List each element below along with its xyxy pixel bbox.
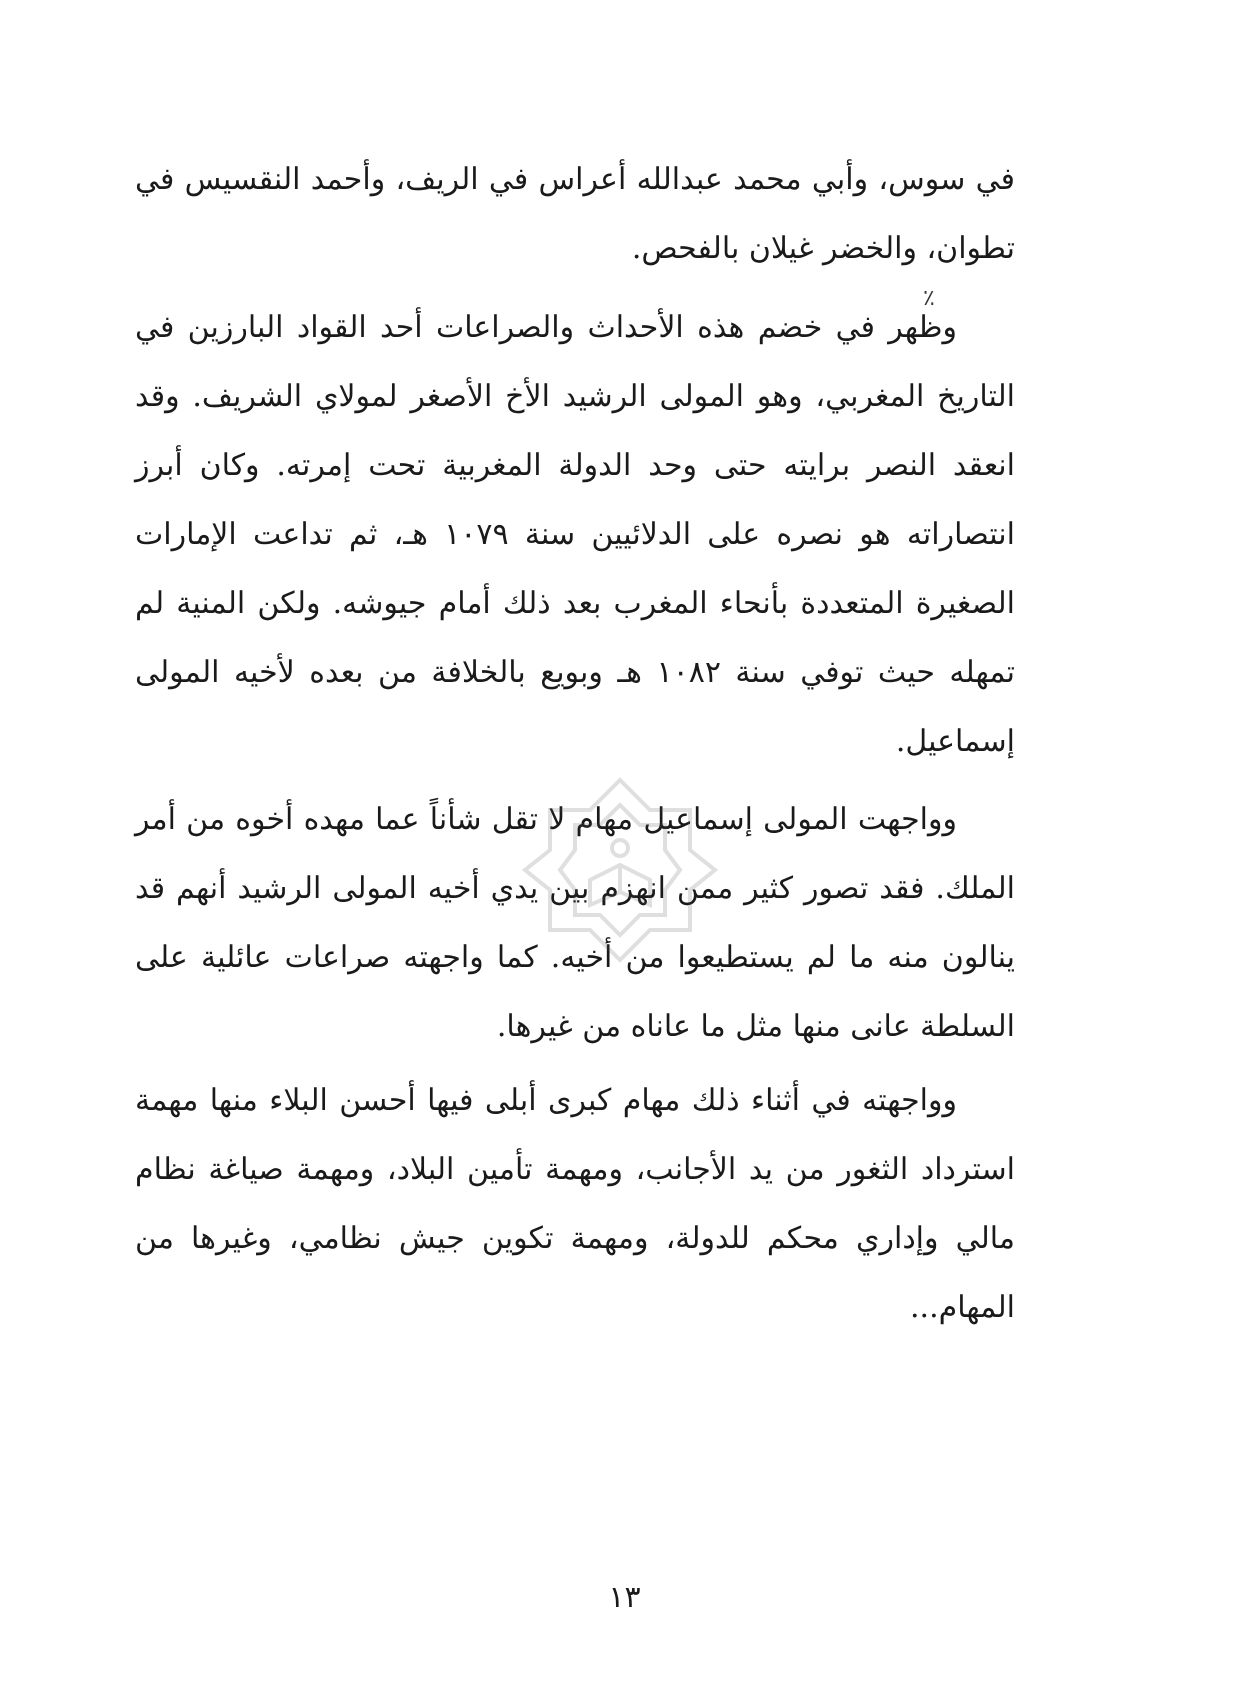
paragraph-2-text: وظهر في خضم هذه الأحداث والصراعات أحد القواد البارزين في التاريخ المغربي، وهو المولى الرشيد الأخ الأصغر لمولاي الشريف. وقد انعقد النصر برايته حتى وحد الدولة المغربية تحت إمرته. وكان أبرز انتصاراته هو نصره على الدلائيين سنة ١٠٧٩ هـ، ثم تداعت الإمارات الصغيرة المتعددة بأنحاء المغرب بعد ذلك أمام جيوشه. ولكن المنية لم تمهله حيث توفي سنة ١٠٨٢ هـ وبويع بالخلافة من بعده لأخيه المولى إسماعيل. bbox=[135, 310, 1015, 759]
library-watermark-icon bbox=[520, 770, 720, 970]
margin-mark: ٪ bbox=[923, 286, 935, 311]
paragraph-4 bbox=[135, 1066, 1015, 1342]
paragraph-1-text: في سوس، وأبي محمد عبدالله أعراس في الريف، وأحمد النقسيس في تطوان، والخضر غيلان بالفحص. bbox=[135, 162, 1015, 266]
paragraph-3-text: وواجهت المولى إسماعيل مهام لا تقل شأناً عما مهده أخوه من أمر الملك. فقد تصور كثير ممن انهزم بين يدي أخيه المولى الرشيد أنهم قد ينالون منه ما لم يستطيعوا من أخيه. كما واجهته صراعات عائلية على السلطة عانى منها مثل ما عاناه من غيرها. bbox=[135, 802, 1015, 1044]
paragraph-4-text: وواجهته في أثناء ذلك مهام كبرى أبلى فيها أحسن البلاء منها مهمة استرداد الثغور من يد الأجانب، ومهمة تأمين البلاد، ومهمة صياغة نظام مالي وإداري محكم للدولة، ومهمة تكوين جيش نظامي، وغيرها من المهام... bbox=[135, 1083, 1015, 1325]
paragraph-2 bbox=[135, 293, 1015, 776]
page-number: ١٣ bbox=[608, 1580, 641, 1615]
paragraph-1 bbox=[135, 145, 1015, 283]
